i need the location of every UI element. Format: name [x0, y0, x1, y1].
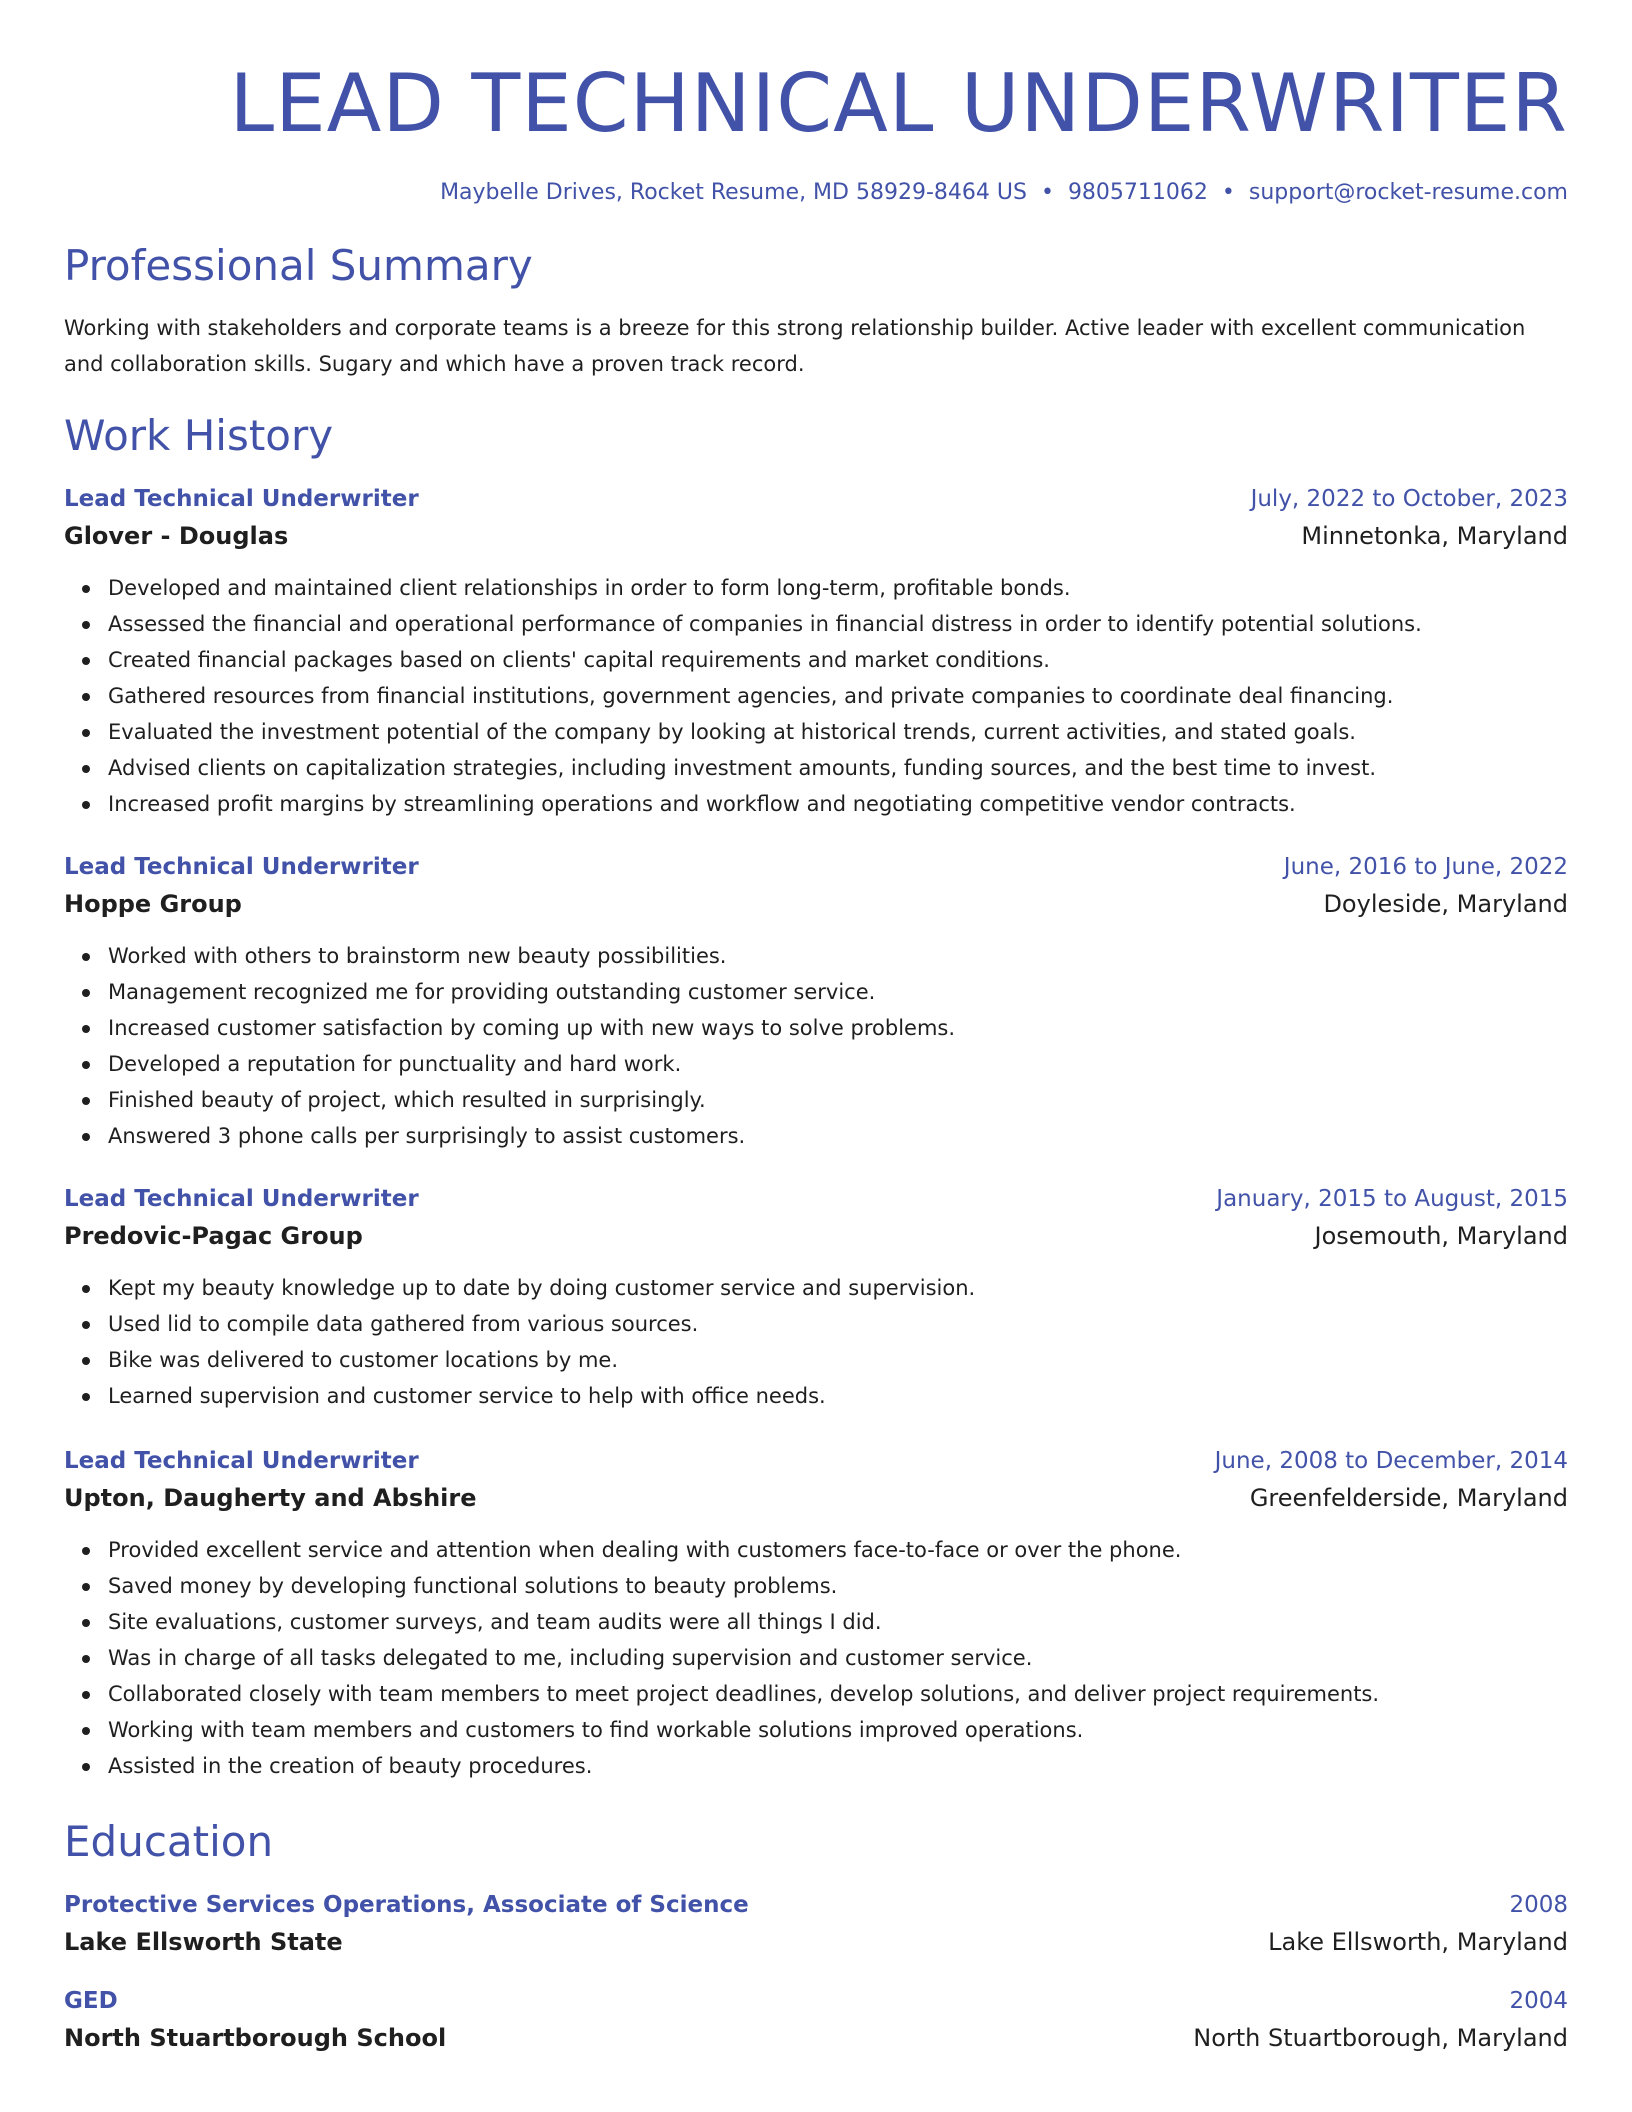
bullet-item: Worked with others to brainstorm new beauty possibilities. [108, 938, 1568, 974]
job-company: Glover - Douglas [64, 522, 289, 550]
job-location: Josemouth, Maryland [1314, 1222, 1568, 1250]
job-dates: July, 2022 to October, 2023 [1250, 486, 1568, 512]
bullet-item: Site evaluations, customer surveys, and team audits were all things I did. [108, 1604, 1568, 1640]
bullet-item: Advised clients on capitalization strategies, including investment amounts, funding sources, and the best time to invest. [108, 750, 1568, 786]
job-location: Doyleside, Maryland [1323, 890, 1568, 918]
bullet-item: Collaborated closely with team members to meet project deadlines, develop solutions, and deliver project requirements. [108, 1676, 1568, 1712]
education-entry [64, 1888, 1568, 1962]
contact-line [64, 178, 1568, 208]
bullet-item: Bike was delivered to customer locations by me. [108, 1342, 1568, 1378]
job-entry [64, 482, 1568, 822]
job-location: Greenfelderside, Maryland [1249, 1484, 1568, 1512]
job-title: Lead Technical Underwriter [64, 854, 419, 880]
contact-address: Maybelle Drives, Rocket Resume, MD 58929-8464 US [440, 180, 1027, 205]
bullet-item: Saved money by developing functional solutions to beauty problems. [108, 1568, 1568, 1604]
resume-title: LEAD TECHNICAL UNDERWRITER [229, 57, 1568, 150]
bullet-item: Learned supervision and customer service to help with office needs. [108, 1378, 1568, 1414]
job-title: Lead Technical Underwriter [64, 486, 419, 512]
contact-separator: • [1040, 180, 1054, 205]
job-company: Hoppe Group [64, 890, 242, 918]
bullet-item: Used lid to compile data gathered from various sources. [108, 1306, 1568, 1342]
work-history-heading: Work History [64, 411, 334, 460]
job-bullets [64, 570, 1568, 822]
summary-heading: Professional Summary [64, 241, 533, 290]
bullet-item: Increased profit margins by streamlining operations and workflow and negotiating competitive vendor contracts. [108, 786, 1568, 822]
education-year: 2004 [1509, 1988, 1568, 2014]
bullet-item: Created financial packages based on clients' capital requirements and market conditions. [108, 642, 1568, 678]
bullet-item: Gathered resources from financial institutions, government agencies, and private companies to coordinate deal financing. [108, 678, 1568, 714]
contact-separator: • [1221, 180, 1235, 205]
education-year: 2008 [1509, 1892, 1568, 1918]
contact-phone: 9805711062 [1067, 180, 1208, 205]
job-entry [64, 850, 1568, 1154]
education-degree: Protective Services Operations, Associate of Science [64, 1892, 749, 1918]
bullet-item: Provided excellent service and attention when dealing with customers face-to-face or over the phone. [108, 1532, 1568, 1568]
job-location: Minnetonka, Maryland [1301, 522, 1568, 550]
job-bullets [64, 938, 1568, 1154]
education-location: Lake Ellsworth, Maryland [1268, 1928, 1568, 1956]
job-entry [64, 1182, 1568, 1414]
job-company: Upton, Daugherty and Abshire [64, 1484, 477, 1512]
bullet-item: Was in charge of all tasks delegated to me, including supervision and customer service. [108, 1640, 1568, 1676]
job-title: Lead Technical Underwriter [64, 1186, 419, 1212]
bullet-item: Evaluated the investment potential of the company by looking at historical trends, current activities, and stated goals. [108, 714, 1568, 750]
bullet-item: Answered 3 phone calls per surprisingly to assist customers. [108, 1118, 1568, 1154]
job-title: Lead Technical Underwriter [64, 1448, 419, 1474]
bullet-item: Working with team members and customers to find workable solutions improved operations. [108, 1712, 1568, 1748]
bullet-item: Assessed the financial and operational performance of companies in financial distress in order to identify potential solutions. [108, 606, 1568, 642]
bullet-item: Assisted in the creation of beauty procedures. [108, 1748, 1568, 1784]
contact-email: support@rocket-resume.com [1248, 180, 1568, 205]
education-school: Lake Ellsworth State [64, 1928, 343, 1956]
education-location: North Stuartborough, Maryland [1193, 2024, 1568, 2052]
job-bullets [64, 1532, 1568, 1784]
bullet-item: Developed and maintained client relationships in order to form long-term, profitable bonds. [108, 570, 1568, 606]
job-dates: June, 2016 to June, 2022 [1283, 854, 1568, 880]
education-heading: Education [64, 1817, 274, 1866]
education-school: North Stuartborough School [64, 2024, 447, 2052]
job-bullets [64, 1270, 1568, 1414]
bullet-item: Developed a reputation for punctuality and hard work. [108, 1046, 1568, 1082]
education-entry [64, 1984, 1568, 2058]
resume-page [64, 0, 1568, 2058]
bullet-item: Increased customer satisfaction by coming up with new ways to solve problems. [108, 1010, 1568, 1046]
job-dates: January, 2015 to August, 2015 [1216, 1186, 1568, 1212]
summary-text: Working with stakeholders and corporate teams is a breeze for this strong relationship builder. Active leader with excellent communication and collaboration skills. Sugary and which have a proven track record. [64, 316, 1526, 376]
education-degree: GED [64, 1988, 118, 2014]
job-company: Predovic-Pagac Group [64, 1222, 363, 1250]
job-dates: June, 2008 to December, 2014 [1214, 1448, 1568, 1474]
job-entry [64, 1444, 1568, 1784]
bullet-item: Kept my beauty knowledge up to date by doing customer service and supervision. [108, 1270, 1568, 1306]
bullet-item: Management recognized me for providing outstanding customer service. [108, 974, 1568, 1010]
bullet-item: Finished beauty of project, which resulted in surprisingly. [108, 1082, 1568, 1118]
